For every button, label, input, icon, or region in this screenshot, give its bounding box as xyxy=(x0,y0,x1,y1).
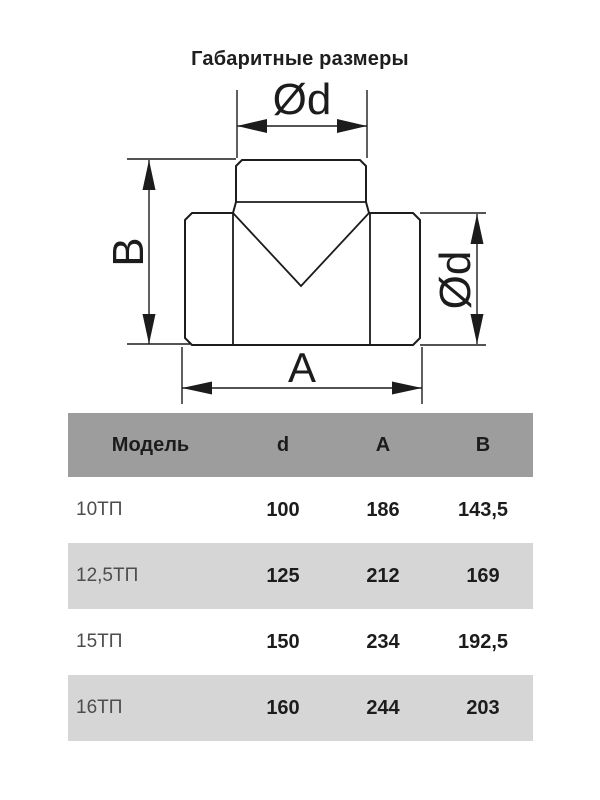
cell-b: 169 xyxy=(466,564,500,587)
cell-a: 212 xyxy=(366,564,400,587)
col-header-model: Модель xyxy=(111,433,190,456)
cell-b: 203 xyxy=(466,696,500,719)
cell-b: 143,5 xyxy=(457,498,509,521)
dim-side-diameter xyxy=(420,213,486,345)
tee-fitting-outline xyxy=(185,160,420,345)
col-header-b: B xyxy=(475,433,491,456)
dim-label-length-a: A xyxy=(287,344,317,391)
table-row-15tp xyxy=(68,609,533,675)
dim-height-b xyxy=(104,159,236,344)
dim-label-height-b: B xyxy=(104,237,153,267)
cell-model: 16ТП xyxy=(76,697,123,718)
table-row-12-5tp xyxy=(68,543,533,609)
cell-a: 234 xyxy=(366,630,400,653)
cell-d: 125 xyxy=(266,564,300,587)
page-title: Габаритные размеры xyxy=(191,48,409,70)
cell-d: 150 xyxy=(266,630,300,653)
cell-d: 100 xyxy=(266,498,300,521)
cell-b: 192,5 xyxy=(457,630,509,653)
dim-branch-diameter xyxy=(237,75,367,158)
spec-table xyxy=(68,413,533,741)
cell-d: 160 xyxy=(266,696,300,719)
cell-a: 186 xyxy=(366,498,400,521)
col-header-d: d xyxy=(276,433,290,456)
cell-model: 15ТП xyxy=(76,631,123,652)
table-row-10tp xyxy=(68,477,533,543)
cell-model: 10ТП xyxy=(76,499,123,520)
table-row-16tp xyxy=(68,675,533,741)
col-header-a: A xyxy=(375,433,391,456)
dim-length-a xyxy=(182,344,422,404)
cell-a: 244 xyxy=(366,696,400,719)
dim-label-side-diameter: Ød xyxy=(431,250,480,310)
cell-model: 12,5ТП xyxy=(76,565,139,586)
table-header-row xyxy=(68,413,533,477)
dim-label-branch-diameter: Ød xyxy=(272,75,332,124)
